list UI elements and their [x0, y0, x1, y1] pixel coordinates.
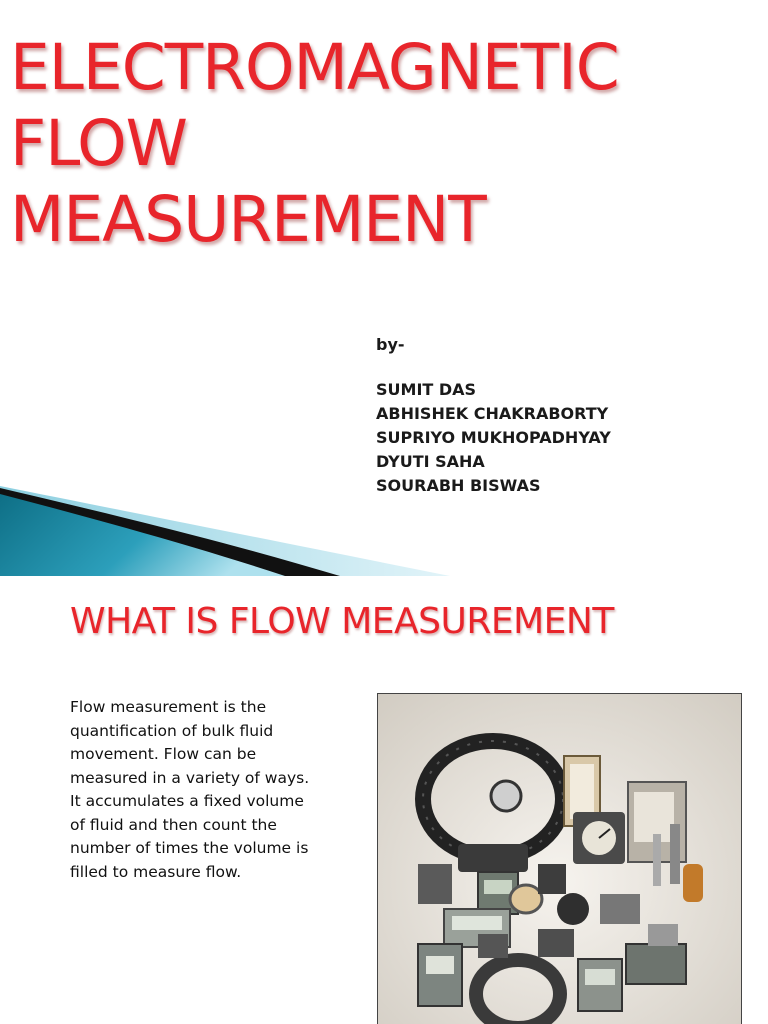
slide-title: WHAT IS FLOW MEASUREMENT — [70, 601, 614, 642]
main-title — [10, 30, 619, 258]
by-label: by- — [376, 335, 405, 354]
author-name: DYUTI SAHA — [376, 452, 485, 471]
author-name: SOURABH BISWAS — [376, 476, 541, 495]
flowmeter-photo — [377, 693, 742, 1024]
flowmeter-image — [378, 694, 741, 1024]
author-name: ABHISHEK CHAKRABORTY — [376, 404, 609, 423]
body-paragraph: Flow measurement is the quantification of bulk fluid movement. Flow can be measured in a variety of ways. It accumulates a fixed volume of fluid and then count the number of times the volume is filled to measure flow. — [70, 698, 310, 881]
content-slide — [0, 576, 768, 1024]
title-line: ELECTROMAGNETIC — [10, 31, 619, 104]
decorative-swoosh — [0, 470, 768, 576]
author-name: SUMIT DAS — [376, 380, 477, 399]
title-line: MEASUREMENT — [10, 183, 486, 256]
title-line: FLOW — [10, 107, 187, 180]
author-name: SUPRIYO MUKHOPADHYAY — [376, 428, 611, 447]
